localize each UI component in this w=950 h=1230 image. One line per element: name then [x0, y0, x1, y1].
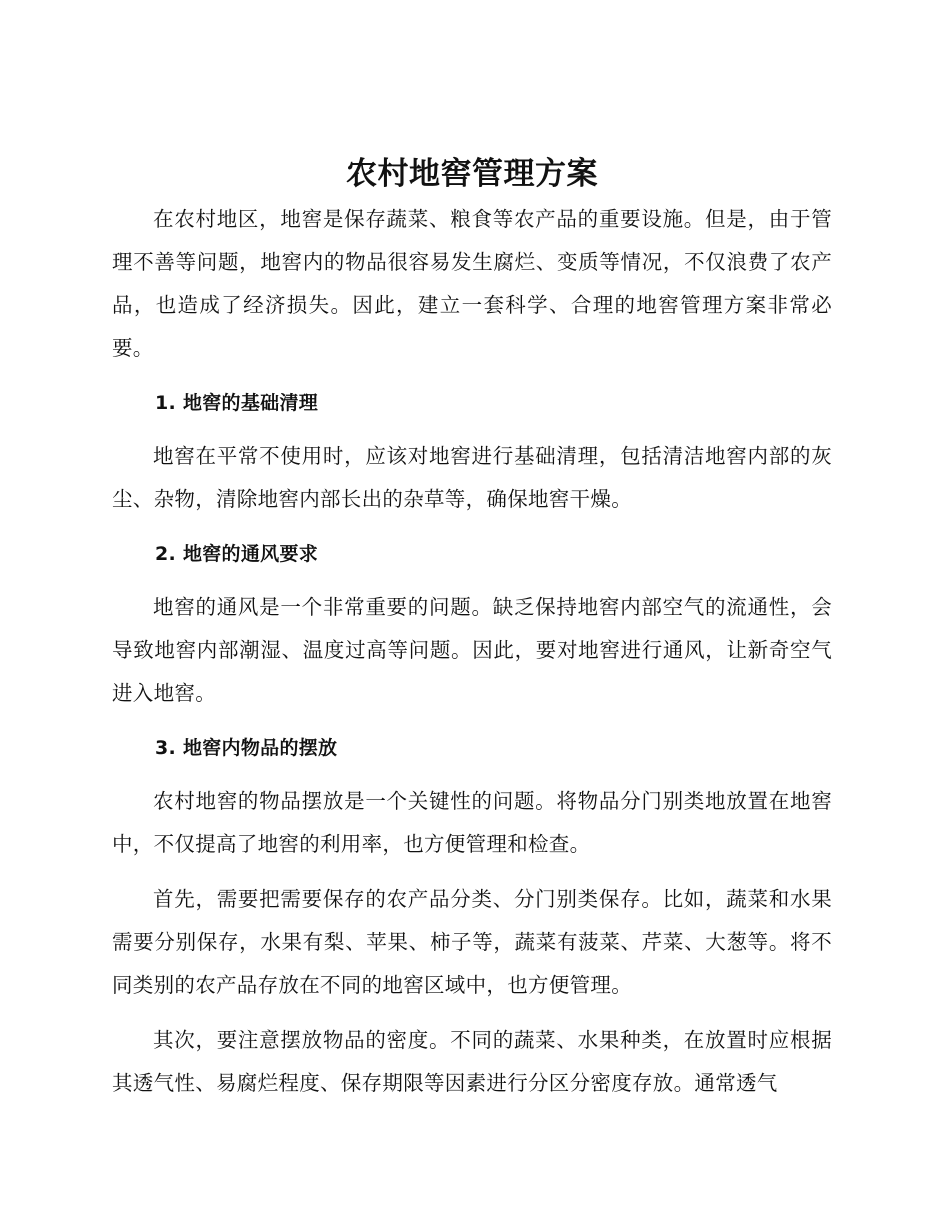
section-paragraph-ventilation: 地窖的通风是一个非常重要的问题。缺乏保持地窖内部空气的流通性，会导致地窖内部潮湿、温度过高等问题。因此，要对地窖进行通风，让新奇空气进入地窖。: [112, 595, 832, 705]
document-body: [112, 150, 832, 1105]
section-heading-ventilation: 2. 地窖的通风要求: [155, 543, 319, 565]
section-heading-placement: 3. 地窖内物品的摆放: [155, 737, 338, 759]
section-paragraph-placement-1: 农村地窖的物品摆放是一个关键性的问题。将物品分门别类地放置在地窖中，不仅提高了地窖的利用率，也方便管理和检查。: [112, 789, 832, 856]
section-paragraph-cleaning: 地窖在平常不使用时，应该对地窖进行基础清理，包括清洁地窖内部的灰尘、杂物，清除地窖内部长出的杂草等，确保地窖干燥。: [112, 444, 832, 511]
intro-paragraph: 在农村地区，地窖是保存蔬菜、粮食等农产品的重要设施。但是，由于管理不善等问题，地窖内的物品很容易发生腐烂、变质等情况，不仅浪费了农产品，也造成了经济损失。因此，建立一套科学、合理的地窖管理方案非常必要。: [112, 207, 832, 360]
section-paragraph-placement-2: 首先，需要把需要保存的农产品分类、分门别类保存。比如，蔬菜和水果需要分别保存，水果有梨、苹果、柿子等，蔬菜有菠菜、芹菜、大葱等。将不同类别的农产品存放在不同的地窖区域中，也方便管理。: [112, 887, 832, 997]
document-title: 农村地窖管理方案: [346, 156, 598, 192]
section-heading-cleaning: 1. 地窖的基础清理: [155, 392, 319, 414]
section-paragraph-placement-3: 其次，要注意摆放物品的密度。不同的蔬菜、水果种类，在放置时应根据其透气性、易腐烂程度、保存期限等因素进行分区分密度存放。通常透气: [112, 1028, 832, 1095]
